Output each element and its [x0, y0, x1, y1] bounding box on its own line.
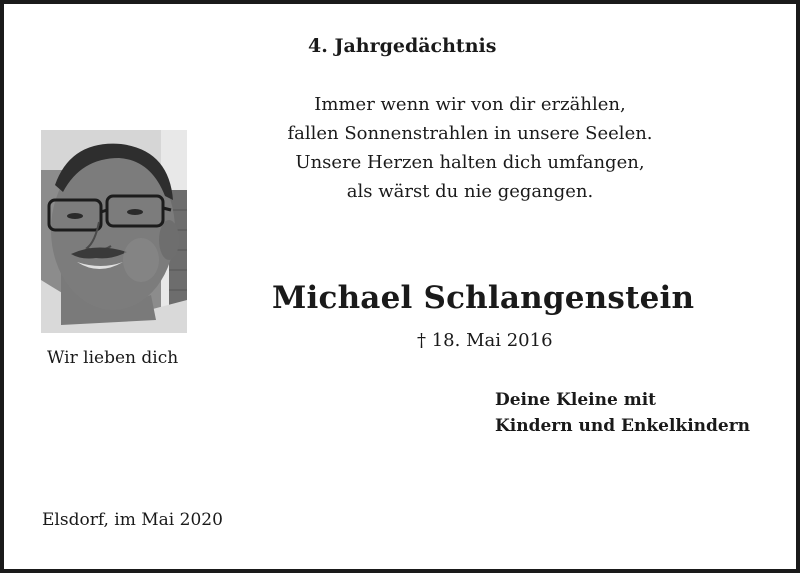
signature-line: Deine Kleine mit — [495, 390, 657, 410]
photo-caption: Wir lieben dich — [47, 348, 179, 368]
poem-line: als wärst du nie gegangen. — [346, 181, 594, 202]
place-and-date: Elsdorf, im Mai 2020 — [42, 510, 223, 530]
memorial-poem — [260, 90, 680, 206]
notice-heading: 4. Jahrgedächtnis — [308, 35, 497, 57]
death-date: † 18. Mai 2016 — [417, 330, 553, 351]
mourners-signature — [495, 387, 750, 439]
deceased-name: Michael Schlangenstein — [272, 280, 695, 316]
poem-line: fallen Sonnenstrahlen in unsere Seelen. — [287, 123, 653, 144]
signature-line: Kindern und Enkelkindern — [495, 416, 751, 436]
portrait-photo — [41, 130, 187, 333]
poem-line: Unsere Herzen halten dich umfangen, — [295, 152, 645, 173]
poem-line: Immer wenn wir von dir erzählen, — [314, 94, 626, 115]
